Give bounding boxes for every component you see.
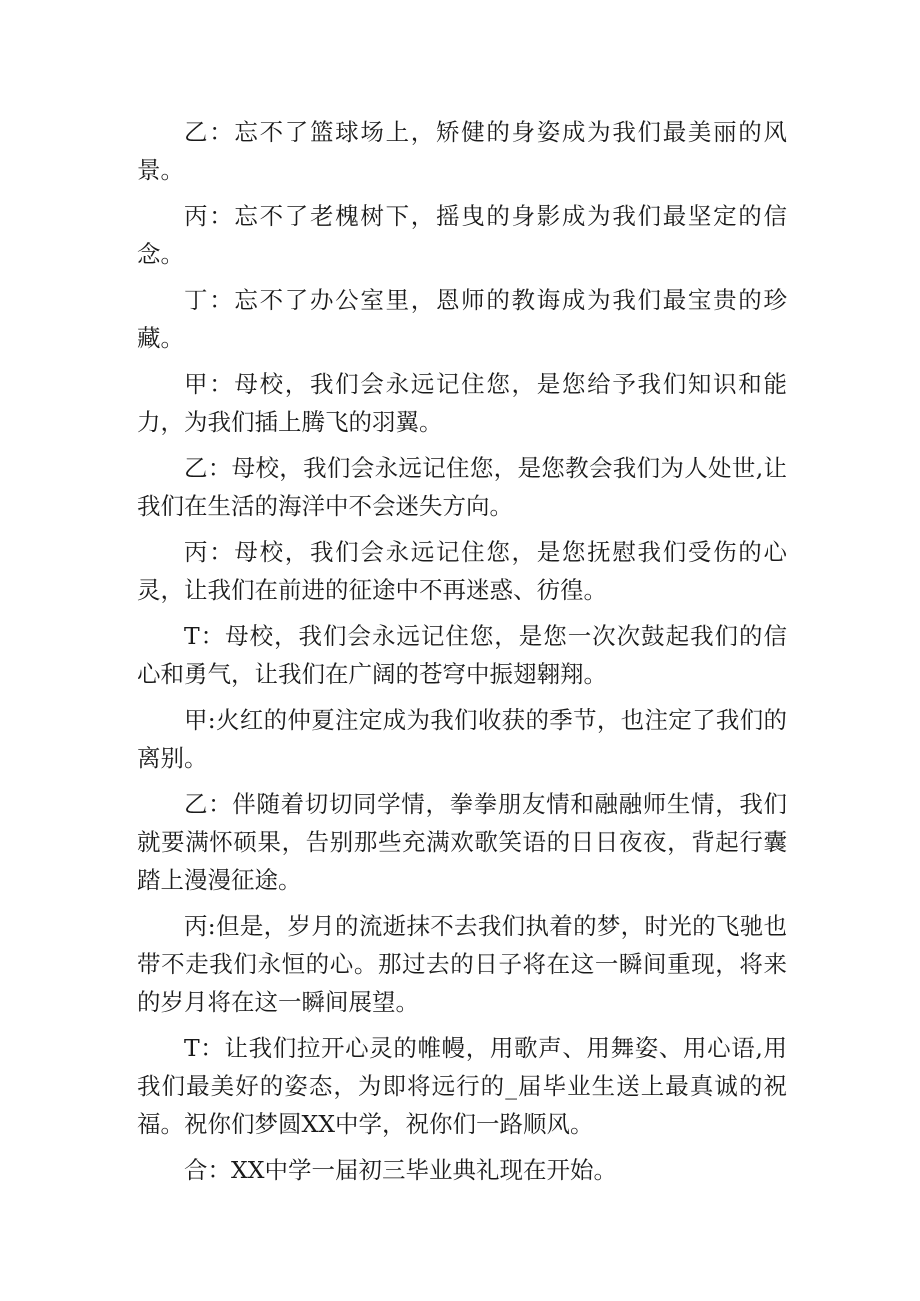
paragraph: T：让我们拉开心灵的帷幔，用歌声、用舞姿、用心语,用我们最美好的姿态，为即将远行的_届毕业生送上最真诚的祝福。祝你们梦圆XX中学，祝你们一路顺风。: [137, 1034, 787, 1138]
paragraph: 丙：忘不了老槐树下，摇曳的身影成为我们最坚定的信念。: [137, 202, 787, 268]
paragraph: 丙:但是，岁月的流逝抹不去我们执着的梦，时光的飞驰也带不走我们永恒的心。那过去的日子将在这一瞬间重现，将来的岁月将在这一瞬间展望。: [137, 912, 787, 1016]
document-body: [137, 113, 787, 1197]
paragraph: 乙：伴随着切切同学情，拳拳朋友情和融融师生情，我们就要满怀硕果，告别那些充满欢歌笑语的日日夜夜，背起行囊踏上漫漫征途。: [137, 790, 787, 894]
paragraph: T：母校，我们会永远记住您，是您一次次鼓起我们的信心和勇气，让我们在广阔的苍穹中振翅翱翔。: [137, 622, 787, 688]
paragraph: 合：XX中学一届初三毕业典礼现在开始。: [184, 1156, 617, 1184]
paragraph: 甲：母校，我们会永远记住您，是您给予我们知识和能力，为我们插上腾飞的羽翼。: [137, 370, 787, 436]
paragraph: 丙：母校，我们会永远记住您，是您抚慰我们受伤的心灵，让我们在前进的征途中不再迷惑、彷徨。: [137, 538, 787, 604]
paragraph: 甲:火红的仲夏注定成为我们收获的季节，也注定了我们的离别。: [137, 706, 787, 772]
paragraph: 乙：忘不了篮球场上，矫健的身姿成为我们最美丽的风景。: [137, 118, 787, 184]
paragraph: 丁：忘不了办公室里，恩师的教诲成为我们最宝贵的珍藏。: [137, 286, 787, 352]
paragraph: 乙：母校，我们会永远记住您，是您教会我们为人处世,让我们在生活的海洋中不会迷失方向。: [137, 454, 787, 520]
